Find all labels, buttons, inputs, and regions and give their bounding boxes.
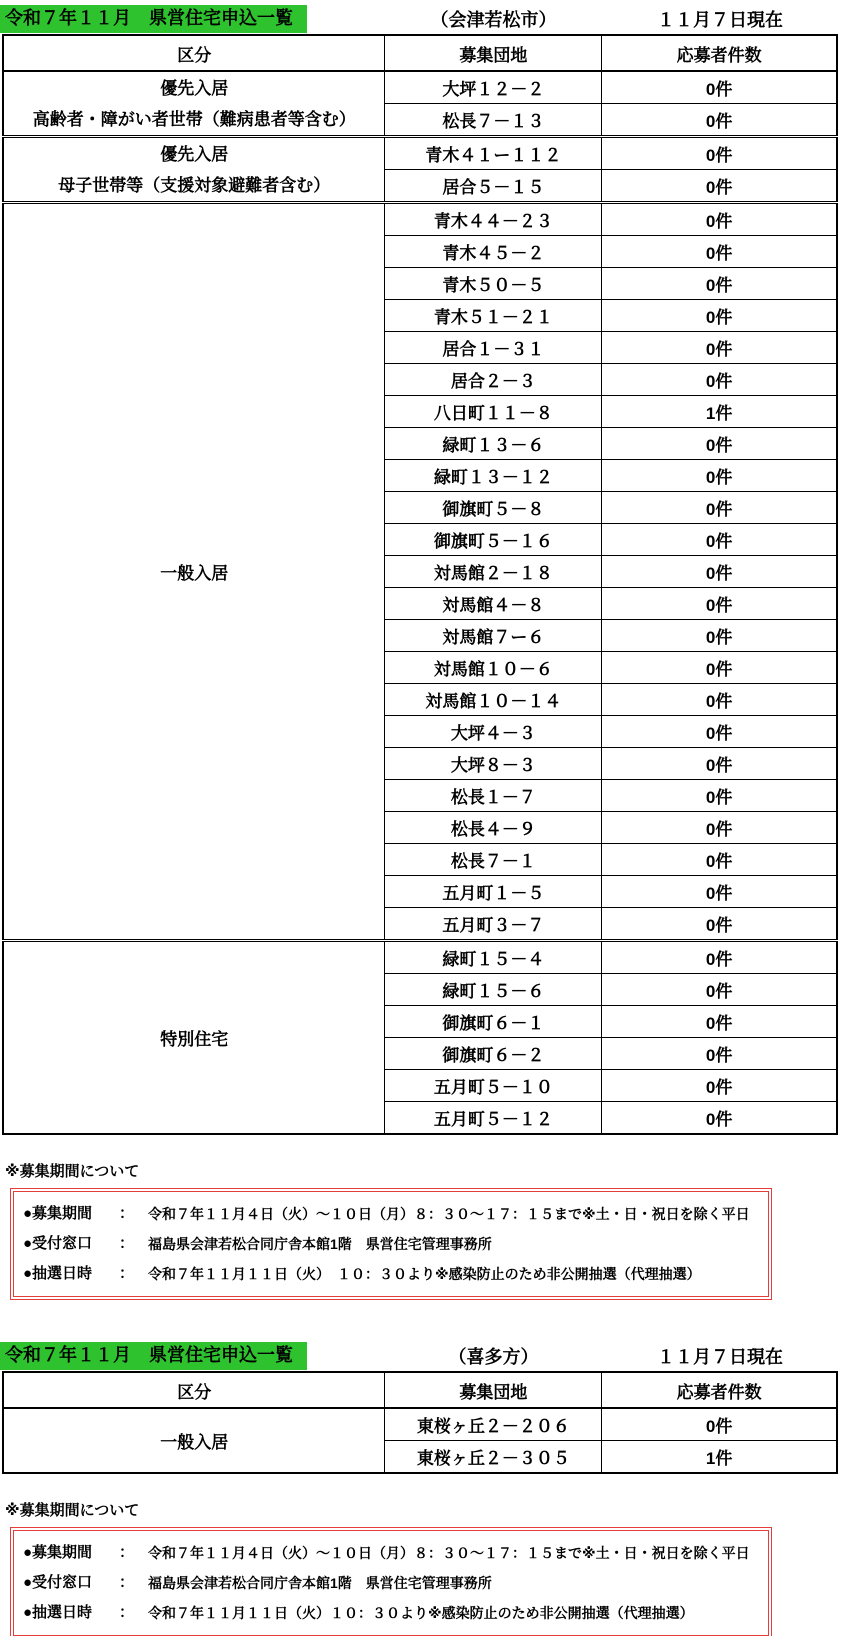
as-of-date: １１月７日現在 [657, 1346, 783, 1367]
count-cell: 0件 [602, 300, 837, 332]
count-cell: 0件 [602, 716, 837, 748]
note-line [23, 1538, 768, 1568]
note-line [23, 1568, 768, 1598]
note-separator: ： [119, 1265, 135, 1282]
note-label: ●受付窓口 [23, 1235, 93, 1252]
estate-cell: 御旗町５－１６ [385, 524, 602, 556]
count-cell: 0件 [602, 876, 837, 908]
count-cell: 0件 [602, 652, 837, 684]
note-text: 令和７年１１月４日（火）～１０日（月）８：３０～１７：１５まで※土・日・祝日を除く平日 [148, 1206, 750, 1222]
estate-cell: 御旗町５－８ [385, 492, 602, 524]
column-header: 区分 [3, 35, 385, 71]
note-label: ●受付窓口 [23, 1574, 93, 1591]
estate-cell: 五月町５－１２ [385, 1102, 602, 1135]
location-label: （会津若松市） [430, 9, 557, 30]
estate-cell: 五月町３－７ [385, 908, 602, 941]
category-label: 一般入居 [160, 1433, 229, 1452]
note-text: 福島県会津若松合同庁舎本館1階 県営住宅管理事務所 [148, 1236, 492, 1252]
count-cell: 0件 [602, 170, 837, 203]
table-row [3, 941, 837, 974]
estate-cell: 緑町１３－６ [385, 428, 602, 460]
note-text: 令和７年１１月４日（火）～１０日（月）８：３０～１７：１５まで※土・日・祝日を除く平日 [148, 1545, 750, 1561]
category-cell [3, 71, 385, 137]
table-body [3, 1408, 837, 1473]
page-title: 令和７年１１月 県営住宅申込一覧 [0, 5, 307, 33]
table-row [3, 137, 837, 170]
category-label: 母子世帯等（支援対象避難者含む） [58, 175, 331, 195]
estate-cell: 緑町１５－４ [385, 941, 602, 974]
estate-cell: 対馬館１０－６ [385, 652, 602, 684]
note-separator: ： [119, 1574, 135, 1591]
note-text: 福島県会津若松合同庁舎本館1階 県営住宅管理事務所 [148, 1575, 492, 1591]
table-header [3, 1372, 837, 1408]
estate-cell: 大坪８－３ [385, 748, 602, 780]
count-cell: 0件 [602, 1102, 837, 1135]
category-label: 高齢者・障がい者世帯（難病患者等含む） [32, 109, 356, 129]
count-cell: 0件 [602, 71, 837, 104]
count-cell: 0件 [602, 364, 837, 396]
estate-cell: 対馬館７ー６ [385, 620, 602, 652]
estate-cell: 八日町１１－８ [385, 396, 602, 428]
count-cell: 1件 [602, 396, 837, 428]
estate-cell: 御旗町６－２ [385, 1038, 602, 1070]
estate-cell: 五月町１－５ [385, 876, 602, 908]
column-header: 募集団地 [385, 1372, 602, 1408]
count-cell: 0件 [602, 844, 837, 876]
count-cell: 0件 [602, 332, 837, 364]
count-cell: 0件 [602, 1408, 837, 1441]
title-cell [0, 5, 385, 33]
title-cell [0, 1342, 385, 1370]
notes-heading: ※募集期間について [5, 1502, 140, 1519]
count-cell: 0件 [602, 588, 837, 620]
estate-cell: 大坪１２－２ [385, 71, 602, 104]
table-title-row [0, 4, 841, 33]
applications-table [2, 34, 838, 1135]
estate-cell: 御旗町６－１ [385, 1006, 602, 1038]
estate-cell: 青木５１－２１ [385, 300, 602, 332]
note-line [23, 1229, 768, 1259]
table-row [3, 203, 837, 236]
estate-cell: 五月町５－１０ [385, 1070, 602, 1102]
estate-cell: 青木４４－２３ [385, 203, 602, 236]
count-cell: 0件 [602, 492, 837, 524]
count-cell: 0件 [602, 556, 837, 588]
count-cell: 0件 [602, 684, 837, 716]
document-root [0, 4, 841, 1636]
estate-cell: 緑町１３－１２ [385, 460, 602, 492]
category-label: 優先入居 [160, 78, 229, 98]
housing-table-section [0, 1341, 841, 1636]
note-label: ●募集期間 [23, 1205, 93, 1222]
estate-cell: 東桜ヶ丘２－２０６ [385, 1408, 602, 1441]
estate-cell: 松長７－１ [385, 844, 602, 876]
category-label: 優先入居 [160, 144, 229, 164]
count-cell: 0件 [602, 268, 837, 300]
count-cell: 0件 [602, 620, 837, 652]
estate-cell: 青木４５－２ [385, 236, 602, 268]
table-row [3, 1408, 837, 1441]
estate-cell: 東桜ヶ丘２－３０５ [385, 1441, 602, 1474]
estate-cell: 居合１－３１ [385, 332, 602, 364]
table-header [3, 35, 837, 71]
page-title: 令和７年１１月 県営住宅申込一覧 [0, 1342, 307, 1370]
count-cell: 0件 [602, 460, 837, 492]
category-label: 一般入居 [160, 564, 229, 583]
count-cell: 0件 [602, 1038, 837, 1070]
estate-cell: 居合２－３ [385, 364, 602, 396]
count-cell: 0件 [602, 428, 837, 460]
count-cell: 0件 [602, 203, 837, 236]
note-line [23, 1598, 768, 1628]
note-separator: ： [119, 1205, 135, 1222]
note-label: ●抽選日時 [23, 1604, 93, 1621]
note-text: 令和７年１１月１１日（火）１０：３０より※感染防止のため非公開抽選（代理抽選） [148, 1605, 694, 1621]
estate-cell: 対馬館１０－１４ [385, 684, 602, 716]
notes-box [13, 1530, 769, 1636]
estate-cell: 松長７－１３ [385, 104, 602, 137]
note-label: ●抽選日時 [23, 1265, 93, 1282]
estate-cell: 対馬館２－１８ [385, 556, 602, 588]
estate-cell: 対馬館４－８ [385, 588, 602, 620]
header-row [3, 1372, 837, 1408]
count-cell: 1件 [602, 1441, 837, 1474]
note-separator: ： [119, 1235, 135, 1252]
count-cell: 0件 [602, 104, 837, 137]
note-separator: ： [119, 1544, 135, 1561]
count-cell: 0件 [602, 748, 837, 780]
column-header: 募集団地 [385, 35, 602, 71]
note-line [23, 1259, 768, 1289]
category-cell [3, 941, 385, 1135]
estate-cell: 青木５０－５ [385, 268, 602, 300]
header-row [3, 35, 837, 71]
column-header: 応募者件数 [602, 1372, 837, 1408]
notes-box [13, 1191, 769, 1297]
estate-cell: 松長４－９ [385, 812, 602, 844]
as-of-date: １１月７日現在 [657, 9, 783, 30]
count-cell: 0件 [602, 524, 837, 556]
category-cell [3, 1408, 385, 1473]
count-cell: 0件 [602, 236, 837, 268]
column-header: 区分 [3, 1372, 385, 1408]
count-cell: 0件 [602, 974, 837, 1006]
count-cell: 0件 [602, 780, 837, 812]
estate-cell: 松長１－７ [385, 780, 602, 812]
applications-table [2, 1371, 838, 1474]
note-separator: ： [119, 1604, 135, 1621]
note-label: ●募集期間 [23, 1544, 93, 1561]
count-cell: 0件 [602, 908, 837, 941]
column-header: 応募者件数 [602, 35, 837, 71]
count-cell: 0件 [602, 812, 837, 844]
table-body [3, 71, 837, 1134]
count-cell: 0件 [602, 941, 837, 974]
notes-heading: ※募集期間について [5, 1163, 140, 1180]
location-label: （喜多方） [448, 1346, 539, 1367]
category-cell [3, 203, 385, 941]
estate-cell: 緑町１５－６ [385, 974, 602, 1006]
table-title-row [0, 1341, 841, 1370]
count-cell: 0件 [602, 137, 837, 170]
estate-cell: 青木４１ー１１２ [385, 137, 602, 170]
category-label: 特別住宅 [160, 1030, 229, 1049]
housing-table-section [0, 4, 841, 1297]
estate-cell: 大坪４－３ [385, 716, 602, 748]
category-cell [3, 137, 385, 203]
count-cell: 0件 [602, 1006, 837, 1038]
estate-cell: 居合５－１５ [385, 170, 602, 203]
note-line [23, 1199, 768, 1229]
count-cell: 0件 [602, 1070, 837, 1102]
note-text: 令和７年１１月１１日（火） １０：３０より※感染防止のため非公開抽選（代理抽選） [148, 1266, 701, 1282]
table-row [3, 71, 837, 104]
